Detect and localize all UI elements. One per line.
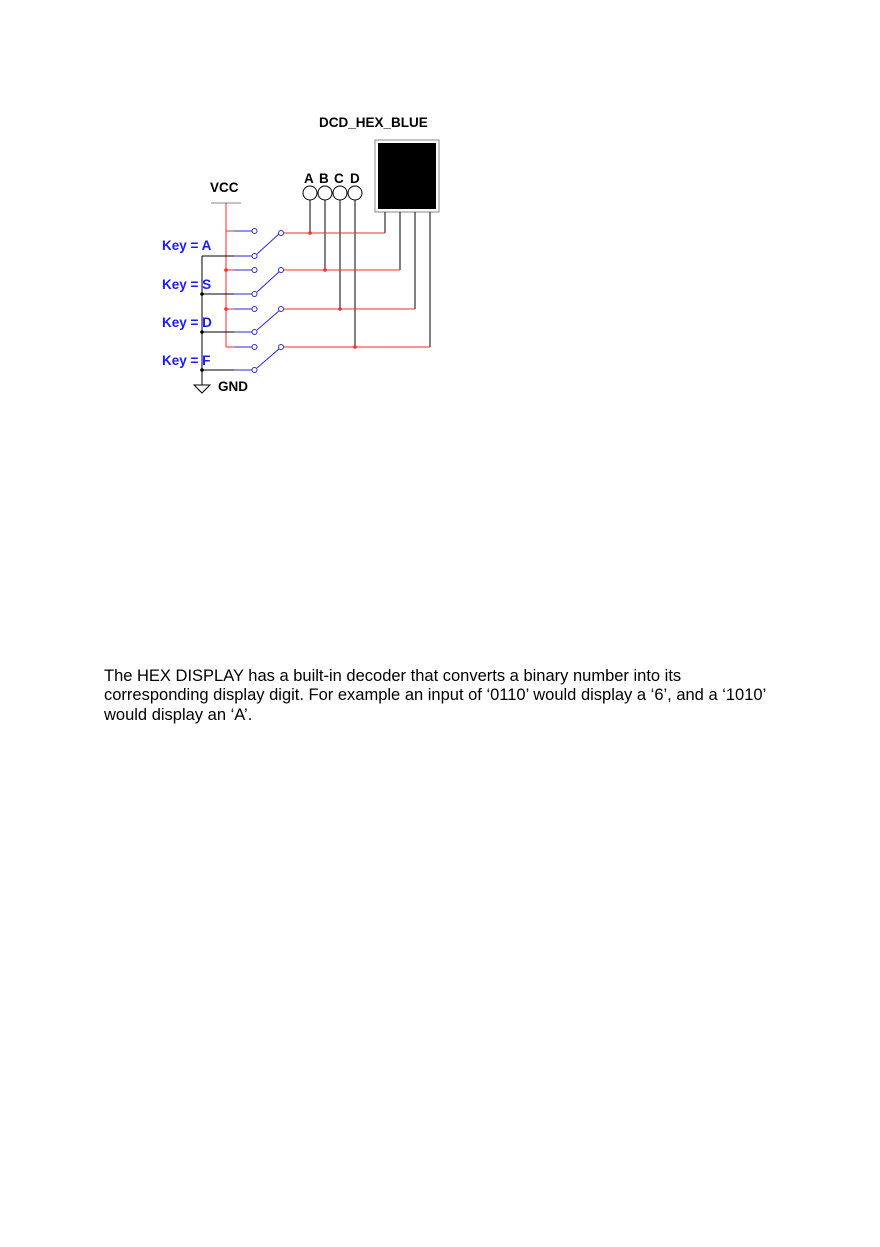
switch-a: [234, 229, 284, 259]
probe-d: [348, 186, 362, 200]
caption-paragraph: The HEX DISPLAY has a built-in decoder that converts a binary number into its corresponding display digit. For example an input of ‘0110’ would display a ‘6’, and a ‘1010’ would display an ‘A’.: [104, 666, 766, 724]
switch-d: [234, 307, 284, 335]
key-label-f: Key = F: [162, 353, 211, 368]
vcc-label: VCC: [210, 180, 239, 195]
switch-s: [234, 268, 284, 297]
vcc-rail: [224, 203, 252, 347]
hex-display: [378, 143, 436, 209]
key-label-s: Key = S: [162, 277, 212, 292]
key-label-a: Key = A: [162, 238, 212, 253]
probe-letter-d: D: [350, 171, 360, 186]
switch-f: [234, 345, 284, 373]
probe-a: [303, 186, 317, 200]
key-label-d: Key = D: [162, 315, 212, 330]
circuit-schematic: [0, 0, 880, 420]
probes: [303, 186, 362, 347]
gnd-label: GND: [218, 379, 248, 394]
probe-letter-a: A: [304, 171, 314, 186]
display-label: DCD_HEX_BLUE: [319, 115, 428, 130]
probe-letter-b: B: [319, 171, 329, 186]
probe-letter-c: C: [334, 171, 344, 186]
probe-letters: [304, 171, 360, 186]
ground-symbol: [194, 385, 210, 393]
display-pins: [385, 212, 430, 347]
output-wires: [283, 231, 430, 349]
probe-b: [318, 186, 332, 200]
probe-c: [333, 186, 347, 200]
